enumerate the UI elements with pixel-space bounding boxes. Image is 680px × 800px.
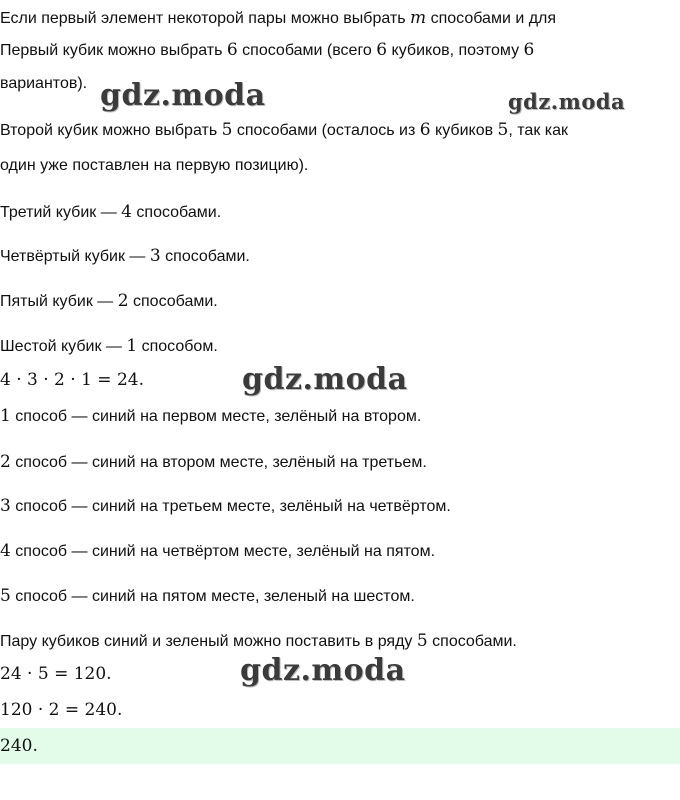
- answer-block: [0, 728, 680, 764]
- text-line-4: Второй кубик можно выбрать 5 способами (осталось из 6 кубиков 5, так как: [0, 120, 569, 140]
- text-line-6: Третий кубик — 4 способами.: [0, 202, 222, 222]
- equation-line-1: 4 · 3 · 2 · 1 = 24.: [0, 370, 144, 390]
- text-line-7: Четвёртый кубик — 3 способами.: [0, 246, 250, 266]
- text-line-3: вариантов).: [0, 75, 88, 92]
- text-line-10: 1 способ — синий на первом месте, зелёный на втором.: [0, 406, 422, 426]
- watermark-logo: gdz.moda: [100, 78, 266, 113]
- math-variable: m: [410, 8, 427, 28]
- text-line-9: Шестой кубик — 1 способом.: [0, 336, 218, 356]
- watermark-logo: gdz.moda: [242, 362, 408, 397]
- text-line-15: Пару кубиков синий и зеленый можно поставить в ряду 5 способами.: [0, 631, 517, 651]
- text-line-1: Если первый элемент некоторой пары можно выбрать m способами и для: [0, 8, 557, 28]
- watermark-logo: gdz.moda: [240, 653, 406, 688]
- text-line-14: 5 способ — синий на пятом месте, зеленый на шестом.: [0, 586, 415, 606]
- answer-value: 240.: [0, 736, 38, 756]
- watermark-logo: gdz.moda: [508, 89, 626, 114]
- equation-line-3: 120 · 2 = 240.: [0, 700, 123, 720]
- text-line-12: 3 способ — синий на третьем месте, зелёный на четвёртом.: [0, 496, 451, 516]
- text-line-5: один уже поставлен на первую позицию).: [0, 157, 309, 174]
- equation-line-2: 24 · 5 = 120.: [0, 664, 112, 684]
- text-line-13: 4 способ — синий на четвёртом месте, зелёный на пятом.: [0, 541, 436, 561]
- text-line-11: 2 способ — синий на втором месте, зелёный на третьем.: [0, 452, 427, 472]
- text-line-8: Пятый кубик — 2 способами.: [0, 291, 218, 311]
- text-line-2: Первый кубик можно выбрать 6 способами (всего 6 кубиков, поэтому 6: [0, 40, 535, 60]
